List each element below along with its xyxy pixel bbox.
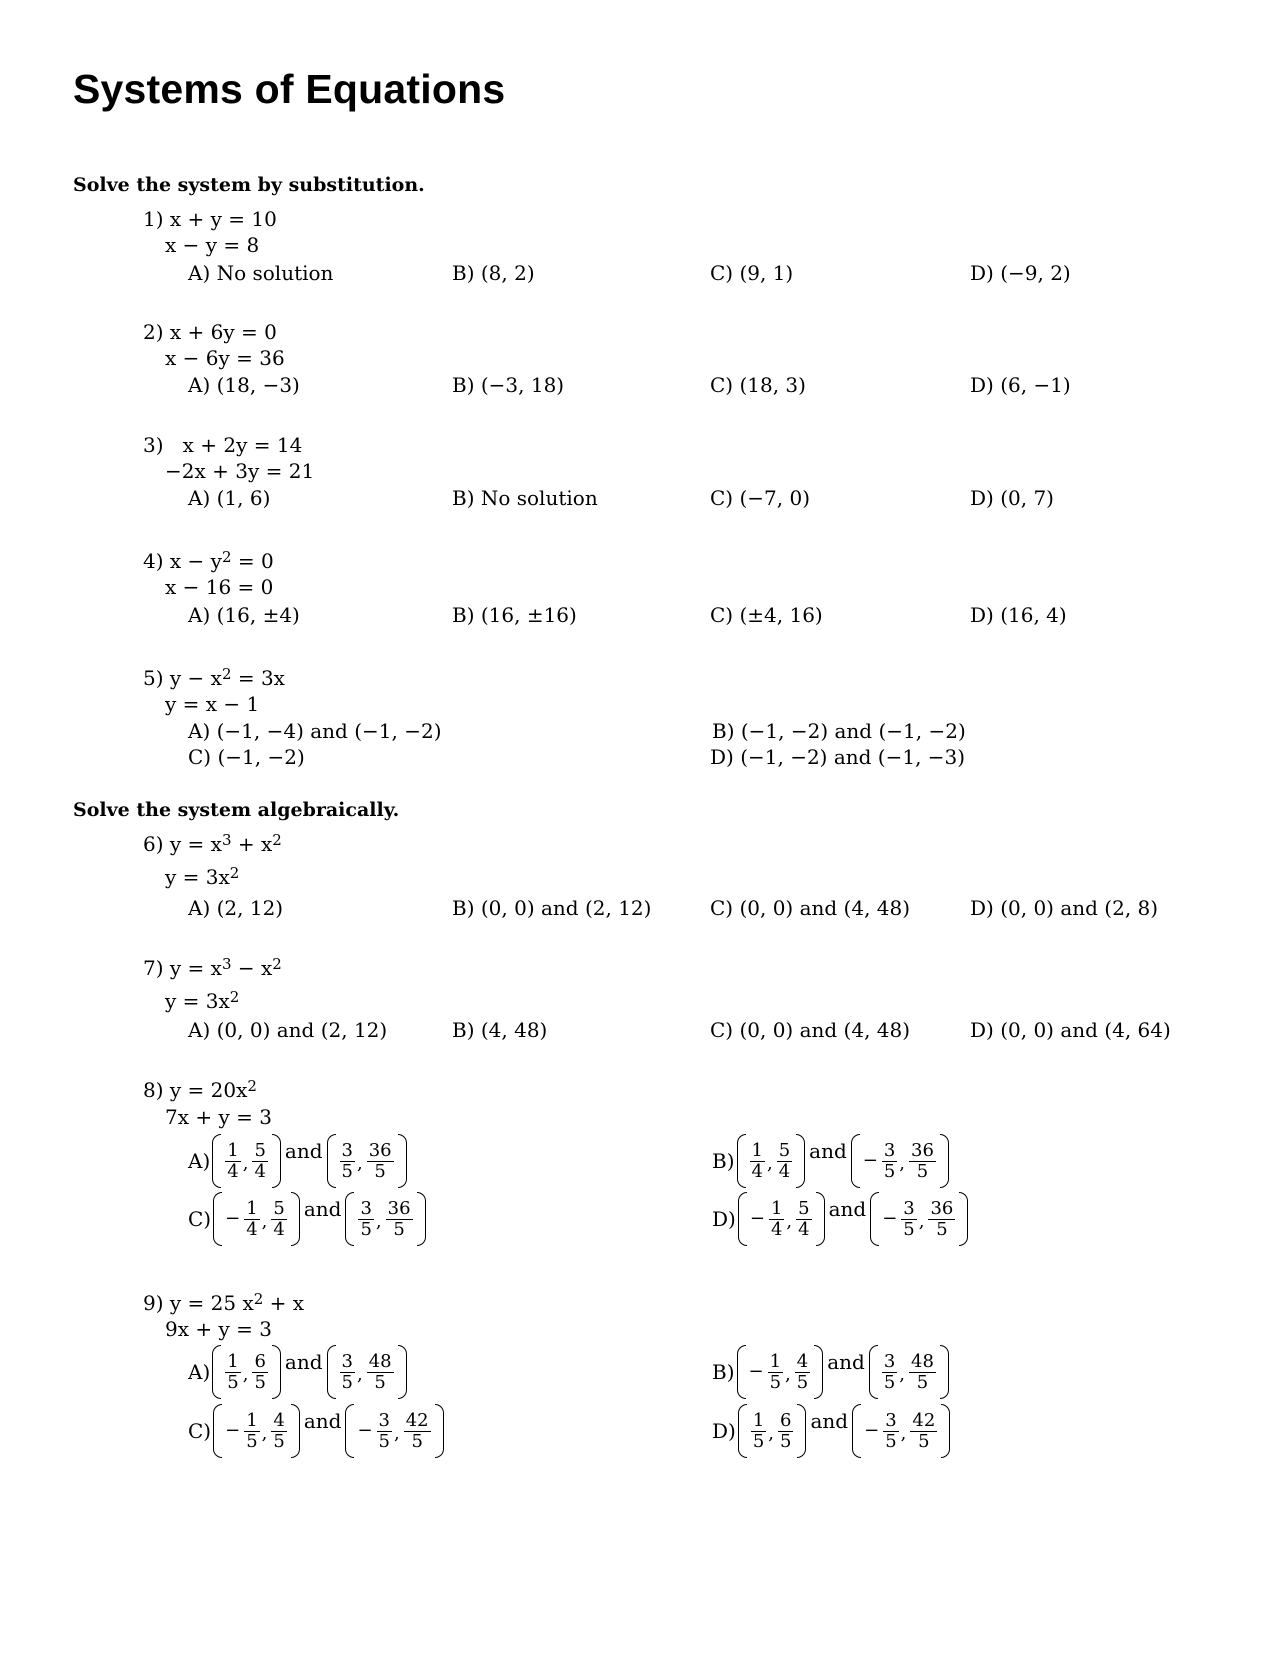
- problem-6-option-d: D) (0, 0) and (2, 8): [970, 896, 1159, 920]
- page-title: Systems of Equations: [73, 66, 506, 112]
- problem-9-option-a: A) $\frac{1}{5}$ , $\frac{6}{5}$ and $\frac{3}{5}$ , $\frac{48}{5}$: [188, 1341, 407, 1403]
- problem-7-option-d: D) (0, 0) and (4, 64): [970, 1018, 1171, 1042]
- problem-1-option-b: B) (8, 2): [452, 261, 535, 285]
- problem-4-equation-1: 4) $x - y^2 = 0$: [143, 548, 274, 573]
- problem-9-option-d: D) $\frac{1}{5}$ , $\frac{6}{5}$ and − $\frac{3}{5}$ , $\frac{42}{5}$: [712, 1400, 950, 1462]
- point: $\frac{3}{5}$ , $\frac{36}{5}$: [345, 1188, 425, 1250]
- problem-1-equation-2: x − y = 8: [165, 233, 260, 257]
- point: − $\frac{1}{4}$ , $\frac{5}{4}$: [213, 1188, 300, 1250]
- problem-5-option-b: B) (−1, −2) and (−1, −2): [712, 719, 966, 743]
- section-heading-algebraic: Solve the system algebraically.: [73, 799, 400, 821]
- problem-9-equation-2: 9x + y = 3: [165, 1317, 272, 1341]
- problem-1-option-c: C) (9, 1): [710, 261, 794, 285]
- point: − $\frac{1}{5}$ , $\frac{4}{5}$: [737, 1341, 824, 1403]
- problem-8-option-c: C) − $\frac{1}{4}$ , $\frac{5}{4}$ and $\frac{3}{5}$ , $\frac{36}{5}$: [188, 1188, 426, 1250]
- problem-2-option-a: A) (18, −3): [188, 373, 300, 397]
- problem-5-equation-2: y = x − 1: [165, 692, 260, 716]
- problem-4-equation-2: x − 16 = 0: [165, 575, 274, 599]
- point: $\frac{3}{5}$ , $\frac{48}{5}$: [327, 1341, 407, 1403]
- problem-8-equation-1: 8) $y = 20x^2$: [143, 1077, 257, 1102]
- problem-2-option-b: B) (−3, 18): [452, 373, 565, 397]
- point: − $\frac{3}{5}$ , $\frac{36}{5}$: [851, 1130, 949, 1192]
- point: − $\frac{3}{5}$ , $\frac{42}{5}$: [852, 1400, 950, 1462]
- problem-2-equation-2: x − 6y = 36: [165, 346, 285, 370]
- problem-3-option-d: D) (0, 7): [970, 486, 1054, 510]
- point: $\frac{3}{5}$ , $\frac{48}{5}$: [869, 1341, 949, 1403]
- problem-1-option-d: D) (−9, 2): [970, 261, 1071, 285]
- problem-5-option-c: C) (−1, −2): [188, 745, 305, 769]
- problem-6-option-c: C) (0, 0) and (4, 48): [710, 896, 911, 920]
- problem-7-equation-1: 7) $y = x^3 - x^2$: [143, 955, 282, 980]
- problem-1-equation-1: 1) x + y = 10: [143, 207, 277, 231]
- problem-3-option-c: C) (−7, 0): [710, 486, 810, 510]
- problem-7-option-a: A) (0, 0) and (2, 12): [188, 1018, 388, 1042]
- problem-8-option-b: B) $\frac{1}{4}$ , $\frac{5}{4}$ and − $\frac{3}{5}$ , $\frac{36}{5}$: [712, 1130, 949, 1192]
- problem-3-equation-1: 3) x + 2y = 14: [143, 433, 303, 457]
- problem-7-option-c: C) (0, 0) and (4, 48): [710, 1018, 911, 1042]
- problem-2-option-c: C) (18, 3): [710, 373, 806, 397]
- point: $\frac{1}{4}$ , $\frac{5}{4}$: [737, 1130, 806, 1192]
- point: $\frac{3}{5}$ , $\frac{36}{5}$: [327, 1130, 407, 1192]
- point: $\frac{1}{5}$ , $\frac{6}{5}$: [738, 1400, 807, 1462]
- section-heading-substitution: Solve the system by substitution.: [73, 174, 425, 196]
- point: − $\frac{1}{5}$ , $\frac{4}{5}$: [213, 1400, 300, 1462]
- problem-7-equation-2: $y = 3x^2$: [165, 988, 240, 1013]
- problem-4-option-d: D) (16, 4): [970, 603, 1067, 627]
- problem-5-option-d: D) (−1, −2) and (−1, −3): [710, 745, 966, 769]
- problem-7-option-b: B) (4, 48): [452, 1018, 548, 1042]
- problem-3-option-b: B) No solution: [452, 486, 598, 510]
- problem-6-option-a: A) (2, 12): [188, 896, 284, 920]
- problem-4-option-b: B) (16, ±16): [452, 603, 577, 627]
- problem-9-equation-1: 9) y = 25 $x^2 + x$: [143, 1290, 305, 1315]
- problem-8-option-a: A) $\frac{1}{4}$ , $\frac{5}{4}$ and $\frac{3}{5}$ , $\frac{36}{5}$: [188, 1130, 407, 1192]
- problem-8-equation-2: 7x + y = 3: [165, 1105, 272, 1129]
- problem-8-option-d: D) − $\frac{1}{4}$ , $\frac{5}{4}$ and − $\frac{3}{5}$ , $\frac{36}{5}$: [712, 1188, 968, 1250]
- problem-3-equation-2: −2x + 3y = 21: [165, 459, 315, 483]
- problem-6-equation-2: $y = 3x^2$: [165, 864, 240, 889]
- problem-6-equation-1: 6) $y = x^3 + x^2$: [143, 831, 282, 856]
- point: − $\frac{3}{5}$ , $\frac{36}{5}$: [870, 1188, 968, 1250]
- problem-3-option-a: A) (1, 6): [188, 486, 271, 510]
- point: $\frac{1}{4}$ , $\frac{5}{4}$: [212, 1130, 281, 1192]
- point: $\frac{1}{5}$ , $\frac{6}{5}$: [212, 1341, 281, 1403]
- problem-9-option-b: B) − $\frac{1}{5}$ , $\frac{4}{5}$ and $\frac{3}{5}$ , $\frac{48}{5}$: [712, 1341, 949, 1403]
- problem-2-option-d: D) (6, −1): [970, 373, 1071, 397]
- problem-9-option-c: C) − $\frac{1}{5}$ , $\frac{4}{5}$ and − $\frac{3}{5}$ , $\frac{42}{5}$: [188, 1400, 444, 1462]
- problem-6-option-b: B) (0, 0) and (2, 12): [452, 896, 652, 920]
- point: − $\frac{1}{4}$ , $\frac{5}{4}$: [738, 1188, 825, 1250]
- problem-1-option-a: A) No solution: [188, 261, 334, 285]
- problem-4-option-c: C) (±4, 16): [710, 603, 823, 627]
- problem-5-option-a: A) (−1, −4) and (−1, −2): [188, 719, 442, 743]
- problem-4-option-a: A) (16, ±4): [188, 603, 300, 627]
- problem-2-equation-1: 2) x + 6y = 0: [143, 320, 277, 344]
- point: − $\frac{3}{5}$ , $\frac{42}{5}$: [345, 1400, 443, 1462]
- problem-5-equation-1: 5) $y - x^2 = 3x$: [143, 665, 285, 690]
